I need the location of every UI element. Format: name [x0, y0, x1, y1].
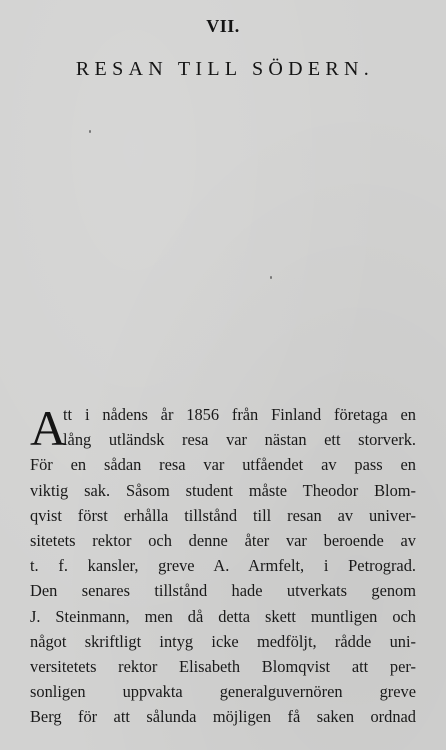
- text-line: t. f. kansler, greve A. Armfelt, i Petrograd.: [30, 556, 416, 576]
- text-line: något skriftligt intyg icke medföljt, rådde uni-: [30, 631, 416, 651]
- text-line: För en sådan resa var utfåendet av pass en: [30, 455, 416, 475]
- text-line: viktig sak. Såsom student måste Theodor Blom-: [30, 480, 416, 500]
- text-line: qvist först erhålla tillstånd till resan av univer-: [30, 505, 416, 525]
- text-line: J. Steinmann, men då detta skett muntligen och: [30, 606, 416, 626]
- text-line: versitetets rektor Elisabeth Blomqvist att per-: [30, 656, 416, 676]
- paper-speck: [89, 130, 91, 133]
- text-line: tt i nådens år 1856 från Finland företaga en: [63, 405, 416, 424]
- chapter-number: VII.: [206, 16, 240, 36]
- body-text: [30, 402, 416, 729]
- chapter-title: RESAN TILL SÖDERN.: [75, 58, 375, 80]
- text-line: Berg för att sålunda möjligen få saken ordnad: [30, 707, 416, 727]
- text-line: sitetets rektor och denne åter var beroende av: [30, 530, 416, 550]
- text-line: lång utländsk resa var nästan ett storverk.: [63, 430, 416, 450]
- text-line: sonligen uppvakta generalguvernören greve: [30, 682, 416, 702]
- text-line: Den senares tillstånd hade utverkats genom: [30, 581, 416, 601]
- paper-speck: [270, 276, 272, 279]
- drop-cap: A: [30, 400, 67, 456]
